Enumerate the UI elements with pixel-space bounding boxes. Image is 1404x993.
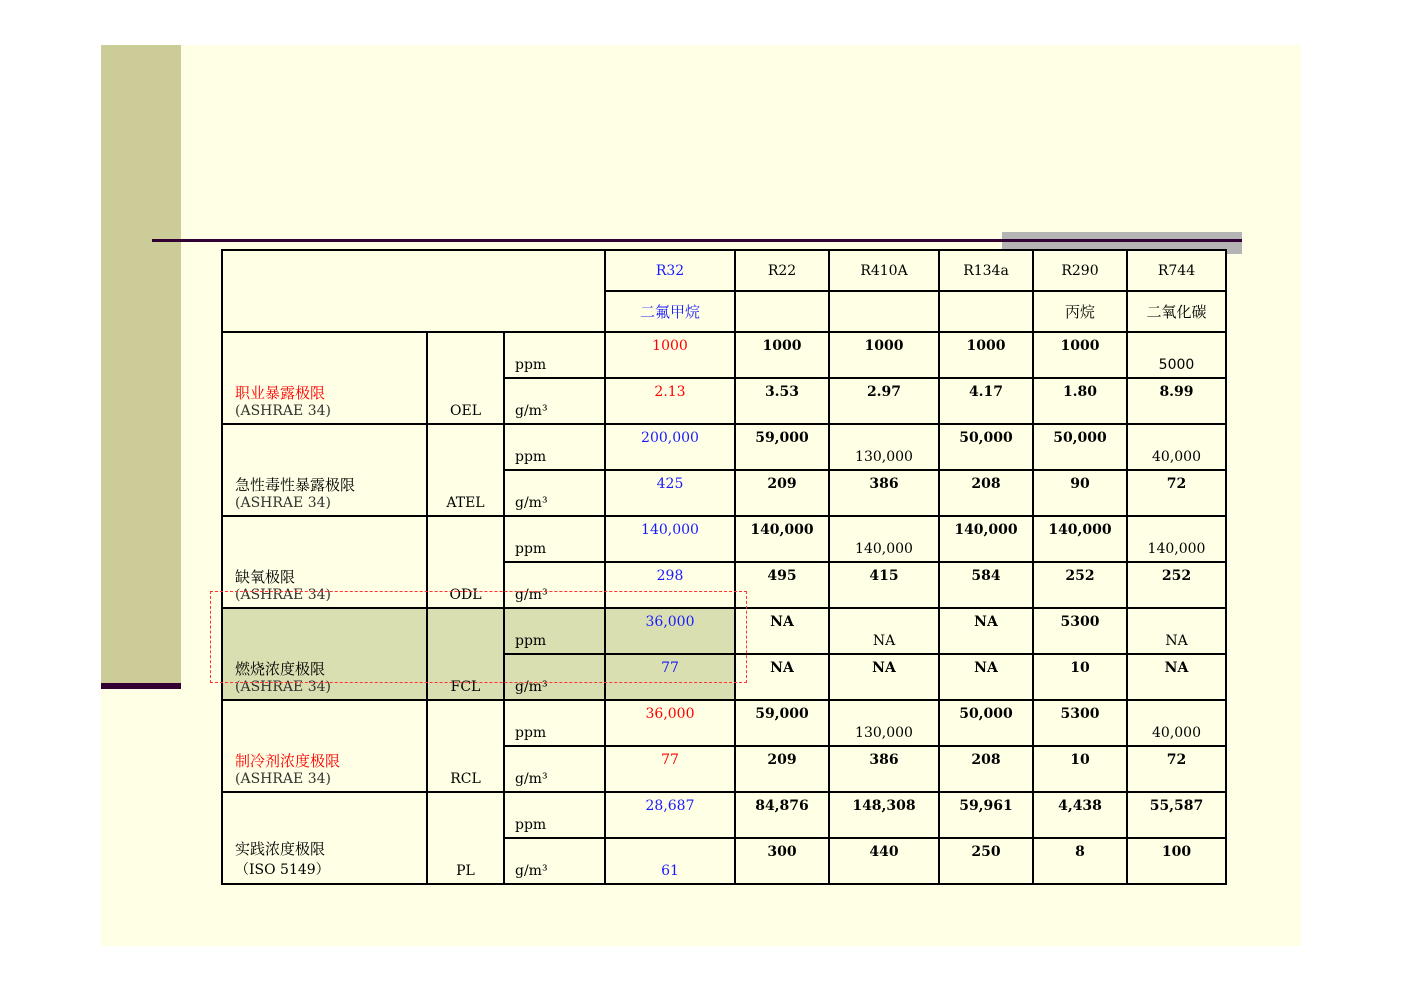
limit-name-cell xyxy=(222,792,427,884)
value-cell: 298 xyxy=(605,562,735,608)
limit-name: 急性毒性暴露极限 xyxy=(235,476,356,494)
limit-name: 制冷剂浓度极限 xyxy=(235,752,341,770)
unit-gm3: g/m³ xyxy=(504,654,605,700)
refrigerant-limits-table xyxy=(221,249,1227,885)
value-cell: 252 xyxy=(1033,562,1127,608)
value-cell: 5300 xyxy=(1033,700,1127,746)
header-name-r290: 丙烷 xyxy=(1033,291,1127,332)
value-cell: 1000 xyxy=(1033,332,1127,378)
table-row xyxy=(222,700,1226,746)
value-cell: 140,000 xyxy=(829,516,939,562)
value-cell: 140,000 xyxy=(939,516,1033,562)
table-row xyxy=(222,332,1226,378)
unit-gm3: g/m³ xyxy=(504,838,605,884)
value-cell: 1000 xyxy=(735,332,829,378)
value-cell: 130,000 xyxy=(829,700,939,746)
value-cell: 250 xyxy=(939,838,1033,884)
value-cell: 59,961 xyxy=(939,792,1033,838)
unit-ppm: ppm xyxy=(504,608,605,654)
value-cell: 10 xyxy=(1033,746,1127,792)
value-cell: 300 xyxy=(735,838,829,884)
header-r290: R290 xyxy=(1033,250,1127,291)
value-cell: 77 xyxy=(605,746,735,792)
value-cell: 140,000 xyxy=(1033,516,1127,562)
value-cell: 130,000 xyxy=(829,424,939,470)
value-cell: 36,000 xyxy=(605,608,735,654)
value-cell: 208 xyxy=(939,746,1033,792)
value-cell: 59,000 xyxy=(735,700,829,746)
header-name-r22 xyxy=(735,291,829,332)
value-cell: 148,308 xyxy=(829,792,939,838)
header-name-r32: 二氟甲烷 xyxy=(605,291,735,332)
limit-abbr: FCL xyxy=(427,608,504,700)
value-cell: 40,000 xyxy=(1127,700,1226,746)
value-cell: 209 xyxy=(735,470,829,516)
value-cell: 4,438 xyxy=(1033,792,1127,838)
value-cell: 140,000 xyxy=(1127,516,1226,562)
header-blank xyxy=(222,250,605,332)
value-cell: 584 xyxy=(939,562,1033,608)
value-cell: 2.13 xyxy=(605,378,735,424)
limit-name: 缺氧极限 xyxy=(235,568,296,586)
value-cell: 209 xyxy=(735,746,829,792)
header-name-r410a xyxy=(829,291,939,332)
value-cell: 200,000 xyxy=(605,424,735,470)
table-row xyxy=(222,424,1226,470)
value-cell: 440 xyxy=(829,838,939,884)
value-cell: 4.17 xyxy=(939,378,1033,424)
header-r22: R22 xyxy=(735,250,829,291)
limit-standard: (ASHRAE 34) xyxy=(235,771,331,787)
value-cell: 1.80 xyxy=(1033,378,1127,424)
value-cell: 77 xyxy=(605,654,735,700)
limit-standard: (ASHRAE 34) xyxy=(235,403,331,419)
value-cell: NA xyxy=(829,608,939,654)
value-cell: 50,000 xyxy=(939,424,1033,470)
unit-ppm: ppm xyxy=(504,332,605,378)
unit-ppm: ppm xyxy=(504,424,605,470)
value-cell: 415 xyxy=(829,562,939,608)
header-r32: R32 xyxy=(605,250,735,291)
value-cell: 1000 xyxy=(939,332,1033,378)
limit-name: 燃烧浓度极限 xyxy=(235,660,326,678)
value-cell: 59,000 xyxy=(735,424,829,470)
value-cell: 386 xyxy=(829,746,939,792)
value-cell: 28,687 xyxy=(605,792,735,838)
value-cell: 1000 xyxy=(605,332,735,378)
unit-ppm: ppm xyxy=(504,700,605,746)
limit-abbr: ATEL xyxy=(427,424,504,516)
value-cell: 425 xyxy=(605,470,735,516)
unit-gm3: g/m³ xyxy=(504,378,605,424)
table-row xyxy=(222,608,1226,654)
limit-abbr: OEL xyxy=(427,332,504,424)
limit-name: 职业暴露极限 xyxy=(235,384,326,402)
unit-gm3: g/m³ xyxy=(504,562,605,608)
value-cell: 140,000 xyxy=(735,516,829,562)
limit-abbr: ODL xyxy=(427,516,504,608)
value-cell: 100 xyxy=(1127,838,1226,884)
limit-name-cell xyxy=(222,608,427,700)
value-cell: 72 xyxy=(1127,746,1226,792)
value-cell: NA xyxy=(1127,608,1226,654)
value-cell: 386 xyxy=(829,470,939,516)
header-row-codes xyxy=(222,250,1226,291)
value-cell: 50,000 xyxy=(1033,424,1127,470)
header-r744: R744 xyxy=(1127,250,1226,291)
value-cell: 55,587 xyxy=(1127,792,1226,838)
header-name-r134a xyxy=(939,291,1033,332)
limit-standard: (ASHRAE 34) xyxy=(235,495,331,511)
limit-standard: (ASHRAE 34) xyxy=(235,587,331,603)
header-r410a: R410A xyxy=(829,250,939,291)
limit-name-cell xyxy=(222,516,427,608)
limit-name: 实践浓度极限 xyxy=(235,840,326,858)
value-cell: 84,876 xyxy=(735,792,829,838)
value-cell: 61 xyxy=(605,838,735,884)
limit-standard: (ASHRAE 34) xyxy=(235,679,331,695)
value-cell: 3.53 xyxy=(735,378,829,424)
limit-name-cell xyxy=(222,700,427,792)
value-cell: 252 xyxy=(1127,562,1226,608)
value-cell: NA xyxy=(829,654,939,700)
value-cell: NA xyxy=(735,608,829,654)
value-cell: NA xyxy=(735,654,829,700)
limit-abbr: PL xyxy=(427,792,504,884)
value-cell: 72 xyxy=(1127,470,1226,516)
value-cell: 2.97 xyxy=(829,378,939,424)
value-cell: 495 xyxy=(735,562,829,608)
header-rule xyxy=(152,239,1242,242)
sidebar-bottom-rule xyxy=(101,683,181,689)
value-cell: 8.99 xyxy=(1127,378,1226,424)
header-r134a: R134a xyxy=(939,250,1033,291)
header-name-r744: 二氧化碳 xyxy=(1127,291,1226,332)
unit-ppm: ppm xyxy=(504,792,605,838)
limit-name-cell xyxy=(222,424,427,516)
value-cell: 140,000 xyxy=(605,516,735,562)
value-cell: 5000 xyxy=(1127,332,1226,378)
value-cell: 1000 xyxy=(829,332,939,378)
value-cell: 208 xyxy=(939,470,1033,516)
limit-name-cell xyxy=(222,332,427,424)
unit-gm3: g/m³ xyxy=(504,470,605,516)
value-cell: 36,000 xyxy=(605,700,735,746)
value-cell: 8 xyxy=(1033,838,1127,884)
table-row xyxy=(222,792,1226,838)
sidebar-decoration xyxy=(101,45,181,685)
unit-ppm: ppm xyxy=(504,516,605,562)
limit-abbr: RCL xyxy=(427,700,504,792)
value-cell: 10 xyxy=(1033,654,1127,700)
value-cell: NA xyxy=(939,608,1033,654)
unit-gm3: g/m³ xyxy=(504,746,605,792)
table-row xyxy=(222,516,1226,562)
value-cell: 90 xyxy=(1033,470,1127,516)
limit-standard: （ISO 5149） xyxy=(235,862,330,878)
value-cell: 50,000 xyxy=(939,700,1033,746)
value-cell: 5300 xyxy=(1033,608,1127,654)
value-cell: 40,000 xyxy=(1127,424,1226,470)
value-cell: NA xyxy=(1127,654,1226,700)
value-cell: NA xyxy=(939,654,1033,700)
